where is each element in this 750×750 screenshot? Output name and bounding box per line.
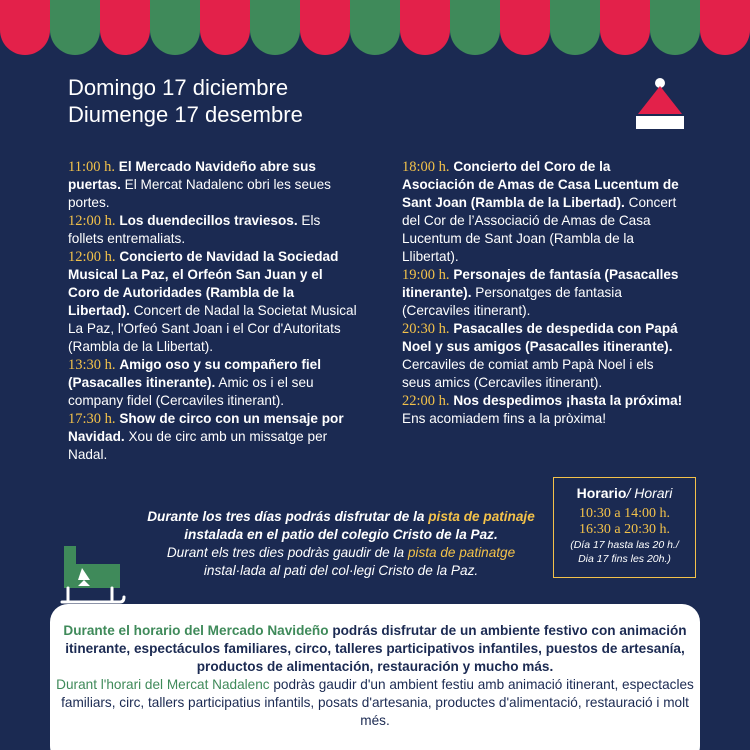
entry-text-es: Nos despedimos ¡hasta la próxima!	[453, 393, 683, 408]
info-ca-highlight: Durant l'horari del Mercat Nadalenc	[56, 677, 270, 692]
info-ca-rest: podràs gaudir d'un ambient festiu amb animació itinerant, espectacles familiars, circ, tallers participatius infantils, posats d'artesania, productes d'alimentació, restauració i molt més.	[61, 677, 694, 728]
entry-time: 20:30 h.	[402, 321, 450, 337]
program-entry	[68, 356, 358, 410]
entry-text-ca: Xou de circ amb un missatge per Nadal.	[68, 429, 328, 462]
info-card	[50, 604, 700, 750]
program-entry	[402, 320, 684, 392]
schedule-time-morning: 10:30 a 14:00 h.	[579, 506, 670, 521]
title-es: Domingo 17 diciembre	[68, 75, 289, 100]
entry-text-es: Los duendecillos traviesos.	[119, 213, 298, 228]
skating-text-ca	[136, 544, 546, 580]
entry-text-es: Concierto del Coro de la Asociación de Amas de Casa Lucentum de Sant Joan (Rambla de la Libertad).	[402, 159, 679, 210]
awning-stripe	[350, 0, 400, 55]
info-text-ca	[50, 676, 700, 730]
entry-time: 12:00 h.	[68, 249, 116, 265]
awning-stripe	[100, 0, 150, 55]
skating-ca-post: instal·lada al pati del col·legi Cristo de la Paz.	[203, 563, 479, 578]
program-entry	[68, 212, 358, 248]
skating-es-post: instalada en el patio del colegio Cristo de la Paz.	[184, 527, 498, 542]
schedule-title	[554, 484, 695, 502]
page-title	[68, 74, 303, 128]
awning-stripe	[200, 0, 250, 55]
schedule-title-es: Horario	[576, 485, 627, 501]
program-entry	[68, 158, 358, 212]
schedule-note-ca: Dia 17 fins les 20h.)	[578, 553, 671, 565]
skating-rink-notice	[136, 508, 546, 580]
santa-hat-icon	[634, 76, 686, 130]
schedule-title-ca: / Horari	[626, 485, 673, 501]
entry-text-ca: El Mercat Nadalenc obri les seues portes.	[68, 177, 331, 210]
awning-stripe	[450, 0, 500, 55]
awning-stripe	[700, 0, 750, 55]
entry-text-es: El Mercado Navideño abre sus puertas.	[68, 159, 316, 192]
skating-text-es	[136, 508, 546, 544]
entry-text-ca: Amic os i el seu company fidel (Cercaviles itinerant).	[68, 375, 314, 408]
entry-text-ca: Personatges de fantasia (Cercaviles itinerant).	[402, 285, 622, 318]
entry-time: 13:30 h.	[68, 357, 116, 373]
entry-time: 11:00 h.	[68, 159, 115, 175]
schedule-box	[553, 477, 696, 578]
title-ca: Diumenge 17 desembre	[68, 102, 303, 127]
entry-text-ca: Concert de Nadal la Societat Musical La Paz, l'Orfeó Sant Joan i el Cor d'Autoritats (Rambla de la Llibertat).	[68, 303, 357, 354]
entry-time: 19:00 h.	[402, 267, 450, 283]
program-entry	[402, 392, 684, 428]
entry-text-es: Amigo oso y su compañero fiel (Pasacalles itinerante).	[68, 357, 321, 390]
program-entry	[68, 410, 358, 464]
entry-text-es: Pasacalles de despedida con Papá Noel y sus amigos (Pasacalles itinerante).	[402, 321, 678, 354]
awning-stripe	[500, 0, 550, 55]
awning-stripe	[50, 0, 100, 55]
info-card-text	[50, 622, 700, 730]
info-text-es	[50, 622, 700, 676]
entry-text-es: Show de circo con un mensaje por Navidad.	[68, 411, 344, 444]
awning-stripe	[600, 0, 650, 55]
entry-text-es: Personajes de fantasía (Pasacalles itinerante).	[402, 267, 679, 300]
awning-stripe	[550, 0, 600, 55]
sled-icon	[60, 544, 126, 606]
awning-stripe	[0, 0, 50, 55]
schedule-note-es: (Día 17 hasta las 20 h./	[570, 539, 679, 551]
entry-text-ca: Ens acomiadem fins a la pròxima!	[402, 411, 606, 426]
awning-stripe	[300, 0, 350, 55]
awning-stripe	[400, 0, 450, 55]
awning-stripe	[650, 0, 700, 55]
program-left-column	[68, 158, 358, 464]
entry-text-ca: Els follets entremaliats.	[68, 213, 321, 246]
entry-text-ca: Cercaviles de comiat amb Papà Noel i els seus amics (Cercaviles itinerant).	[402, 357, 654, 390]
info-es-rest: podrás disfrutar de un ambiente festivo con animación itinerante, espectáculos familiares, circo, talleres participativos infantiles, puestos de artesanía, productos de alimentación, restauración y mucho más.	[65, 623, 687, 674]
entry-time: 18:00 h.	[402, 159, 450, 175]
schedule-time-evening: 16:30 a 20:30 h.	[579, 522, 670, 537]
entry-time: 17:30 h.	[68, 411, 116, 427]
entry-time: 22:00 h.	[402, 393, 450, 409]
awning-stripe	[250, 0, 300, 55]
info-es-highlight: Durante el horario del Mercado Navideño	[63, 623, 329, 638]
entry-text-es: Concierto de Navidad la Sociedad Musical La Paz, el Orfeón San Juan y el Coro de Autoridades (Rambla de la Libertad).	[68, 249, 339, 318]
program-right-column	[402, 158, 684, 428]
entry-time: 12:00 h.	[68, 213, 116, 229]
awning-decoration	[0, 0, 750, 56]
skating-es-highlight: pista de patinaje	[428, 509, 535, 524]
awning-stripe	[150, 0, 200, 55]
entry-text-ca: Concert del Cor de l’Associació de Amas de Casa Lucentum de Sant Joan (Rambla de la Llibertat).	[402, 195, 677, 264]
skating-es-pre: Durante los tres días podrás disfrutar de la	[147, 509, 429, 524]
program-entry	[402, 158, 684, 266]
skating-ca-highlight: pista de patinatge	[407, 545, 516, 560]
skating-ca-pre: Durant els tres dies podràs gaudir de la	[166, 545, 408, 560]
program-entry	[402, 266, 684, 320]
program-entry	[68, 248, 358, 356]
